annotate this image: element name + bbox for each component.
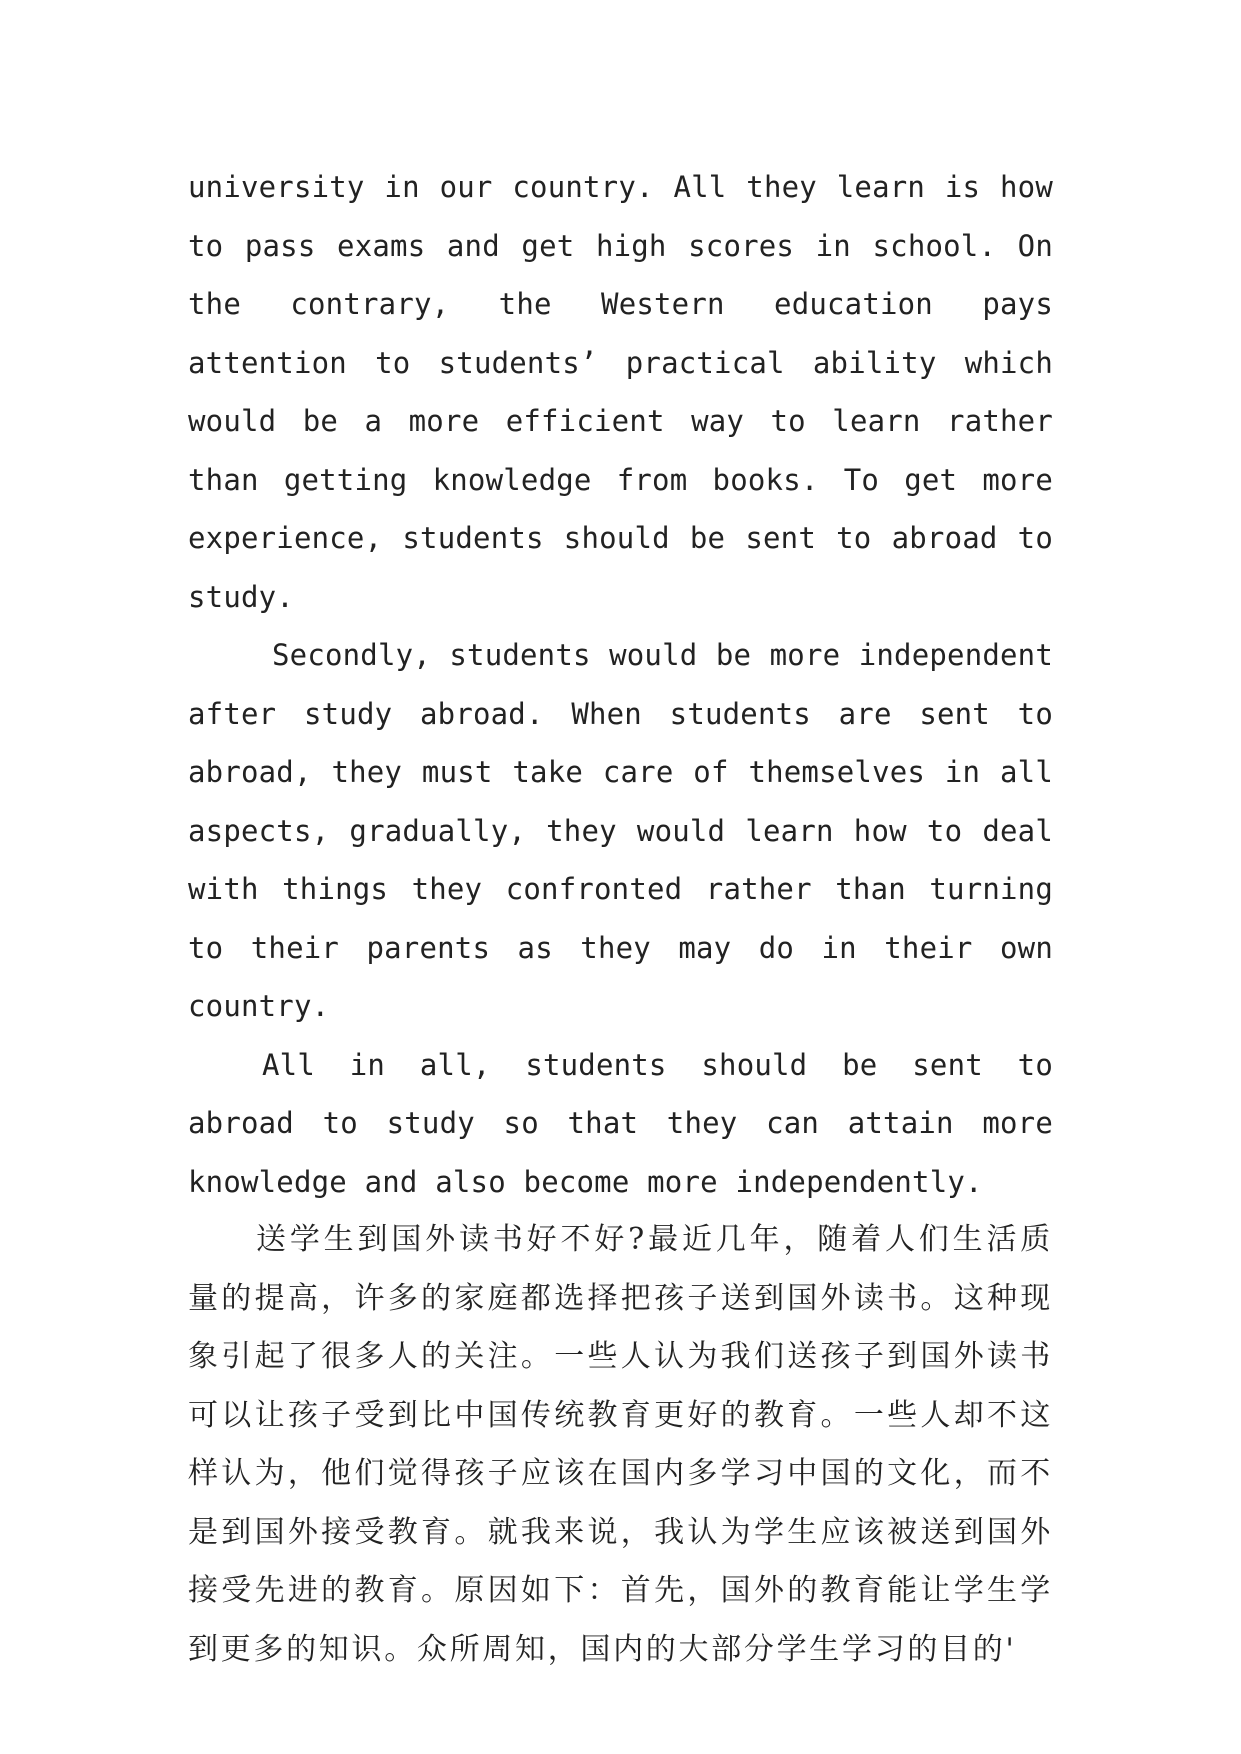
document-body — [188, 158, 1053, 1679]
paragraph-3: All in all, students should be sent to abroad to study so that they can attain more knowledge and also become more independently. — [188, 1047, 1053, 1199]
paragraph-2: Secondly, students would be more independent after study abroad. When students are sent to abroad, they must take care of themselves in all aspects, gradually, they would learn how to deal with things they confronted rather than turning to their parents as they may do in their own country. — [188, 638, 1053, 1023]
paragraph-4-chinese: 送学生到国外读书好不好?最近几年，随着人们生活质量的提高，许多的家庭都选择把孩子送到国外读书。这种现象引起了很多人的关注。一些人认为我们送孩子到国外读书可以让孩子受到比中国传统教育更好的教育。一些人却不这样认为，他们觉得孩子应该在国内多学习中国的文化，而不是到国外接受教育。就我来说，我认为学生应该被送到国外接受先进的教育。原因如下：首先，国外的教育能让学生学到更多的知识。众所周知，国内的大部分学生学习的目的' — [188, 1222, 1053, 1667]
paragraph-1: university in our country. All they learn is how to pass exams and get high scores in school. On the contrary, the Western education pays attention to students’ practical ability which would be a more efficient way to learn rather than getting knowledge from books. To get more experience, students should be sent to abroad to study. — [188, 170, 1053, 614]
